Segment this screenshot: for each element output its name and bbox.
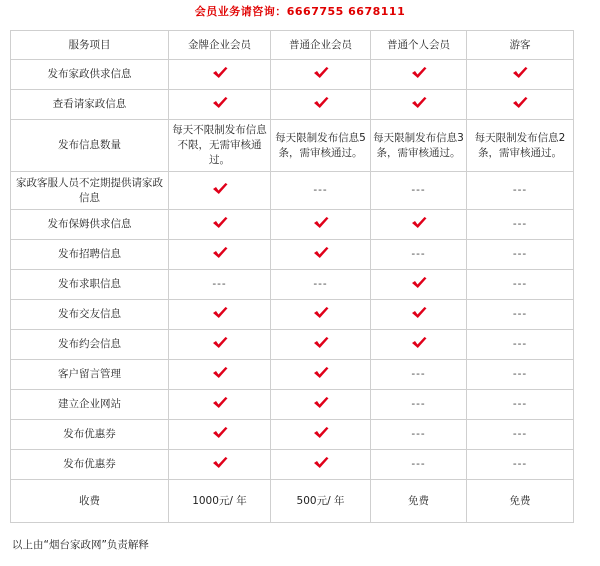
checkmark-icon [212,246,228,259]
text-cell: 免费 [467,480,574,523]
checkmark-icon [411,336,427,349]
table-row [11,480,574,523]
service-label: 发布约会信息 [11,330,169,360]
not-available-text: --- [512,218,528,230]
check-cell [169,172,271,210]
checkmark-icon [411,276,427,289]
service-label: 家政客服人员不定期提供请家政信息 [11,172,169,210]
text-cell: 500元/ 年 [271,480,371,523]
table-row [11,90,574,120]
service-label: 发布交友信息 [11,300,169,330]
dash-cell [467,450,574,480]
dash-cell [271,270,371,300]
dash-cell [467,330,574,360]
service-label: 发布招聘信息 [11,240,169,270]
check-cell [371,300,467,330]
text-cell: 每天限制发布信息3条，需审核通过。 [371,120,467,172]
checkmark-icon [411,66,427,79]
check-cell [169,390,271,420]
dash-cell [467,390,574,420]
checkmark-icon [512,96,528,109]
service-label: 发布优惠券 [11,450,169,480]
checkmark-icon [212,96,228,109]
check-cell [371,210,467,240]
checkmark-icon [313,66,329,79]
dash-cell [467,210,574,240]
not-available-text: --- [411,248,426,260]
checkmark-icon [212,66,228,79]
page-title: 会员业务请咨询：6667755 6678111 [194,5,406,18]
check-cell [169,210,271,240]
checkmark-icon [411,216,427,229]
table-row [11,330,574,360]
table-row [11,420,574,450]
service-label: 发布家政供求信息 [11,60,169,90]
dash-cell [467,240,574,270]
table-row [11,210,574,240]
checkmark-icon [313,96,329,109]
check-cell [169,330,271,360]
service-label: 建立企业网站 [11,390,169,420]
dash-cell [371,420,467,450]
service-label: 发布保姆供求信息 [11,210,169,240]
table-row [11,60,574,90]
table-row [11,240,574,270]
not-available-text: --- [411,184,426,196]
service-label: 收费 [11,480,169,523]
dash-cell [467,420,574,450]
service-label: 查看请家政信息 [11,90,169,120]
not-available-text: --- [512,368,528,380]
dash-cell [371,450,467,480]
checkmark-icon [313,246,329,259]
not-available-text: --- [411,398,426,410]
checkmark-icon [313,336,329,349]
dash-cell [467,270,574,300]
not-available-text: --- [512,184,528,196]
text-cell: 1000元/ 年 [169,480,271,523]
check-cell [271,300,371,330]
text-cell: 免费 [371,480,467,523]
check-cell [371,270,467,300]
text-cell: 每天限制发布信息5条，需审核通过。 [271,120,371,172]
service-label: 客户留言管理 [11,360,169,390]
text-cell: 每天不限制发布信息不限，无需审核通过。 [169,120,271,172]
table-row [11,450,574,480]
checkmark-icon [212,336,228,349]
column-header: 游客 [467,31,574,60]
service-label: 发布求职信息 [11,270,169,300]
check-cell [371,60,467,90]
not-available-text: --- [411,458,426,470]
check-cell [271,60,371,90]
check-cell [169,90,271,120]
check-cell [169,360,271,390]
dash-cell [371,390,467,420]
not-available-text: --- [512,248,528,260]
column-header: 普通企业会员 [271,31,371,60]
table-row [11,120,574,172]
dash-cell [371,240,467,270]
service-label: 发布信息数量 [11,120,169,172]
service-label: 发布优惠券 [11,420,169,450]
footer-note: 以上由“烟台家政网”负责解释 [12,539,149,551]
check-cell [271,390,371,420]
dash-cell [467,360,574,390]
column-header: 普通个人会员 [371,31,467,60]
checkmark-icon [212,456,228,469]
not-available-text: --- [512,458,528,470]
check-cell [271,240,371,270]
check-cell [467,60,574,90]
not-available-text: --- [512,428,528,440]
not-available-text: --- [313,184,328,196]
checkmark-icon [212,396,228,409]
check-cell [169,420,271,450]
check-cell [271,90,371,120]
dash-cell [467,172,574,210]
checkmark-icon [212,306,228,319]
table-row [11,390,574,420]
checkmark-icon [313,216,329,229]
column-header: 金牌企业会员 [169,31,271,60]
checkmark-icon [212,366,228,379]
not-available-text: --- [411,368,426,380]
check-cell [271,450,371,480]
checkmark-icon [212,426,228,439]
dash-cell [169,270,271,300]
check-cell [271,330,371,360]
checkmark-icon [411,306,427,319]
table-row [11,172,574,210]
not-available-text: --- [411,428,426,440]
check-cell [169,240,271,270]
checkmark-icon [411,96,427,109]
membership-table [10,30,574,523]
checkmark-icon [212,182,228,195]
checkmark-icon [313,366,329,379]
checkmark-icon [313,426,329,439]
not-available-text: --- [512,308,528,320]
check-cell [271,420,371,450]
check-cell [467,90,574,120]
checkmark-icon [313,396,329,409]
dash-cell [371,360,467,390]
checkmark-icon [212,216,228,229]
check-cell [371,90,467,120]
checkmark-icon [512,66,528,79]
checkmark-icon [313,456,329,469]
check-cell [271,210,371,240]
check-cell [371,330,467,360]
dash-cell [271,172,371,210]
not-available-text: --- [512,398,528,410]
column-header: 服务项目 [11,31,169,60]
text-cell: 每天限制发布信息2条，需审核通过。 [467,120,574,172]
header-row [11,31,574,60]
dash-cell [371,172,467,210]
not-available-text: --- [212,278,227,290]
checkmark-icon [313,306,329,319]
table-row [11,360,574,390]
check-cell [169,60,271,90]
not-available-text: --- [512,278,528,290]
dash-cell [467,300,574,330]
check-cell [169,300,271,330]
check-cell [169,450,271,480]
table-row [11,270,574,300]
table-row [11,300,574,330]
check-cell [271,360,371,390]
not-available-text: --- [313,278,328,290]
not-available-text: --- [512,338,528,350]
